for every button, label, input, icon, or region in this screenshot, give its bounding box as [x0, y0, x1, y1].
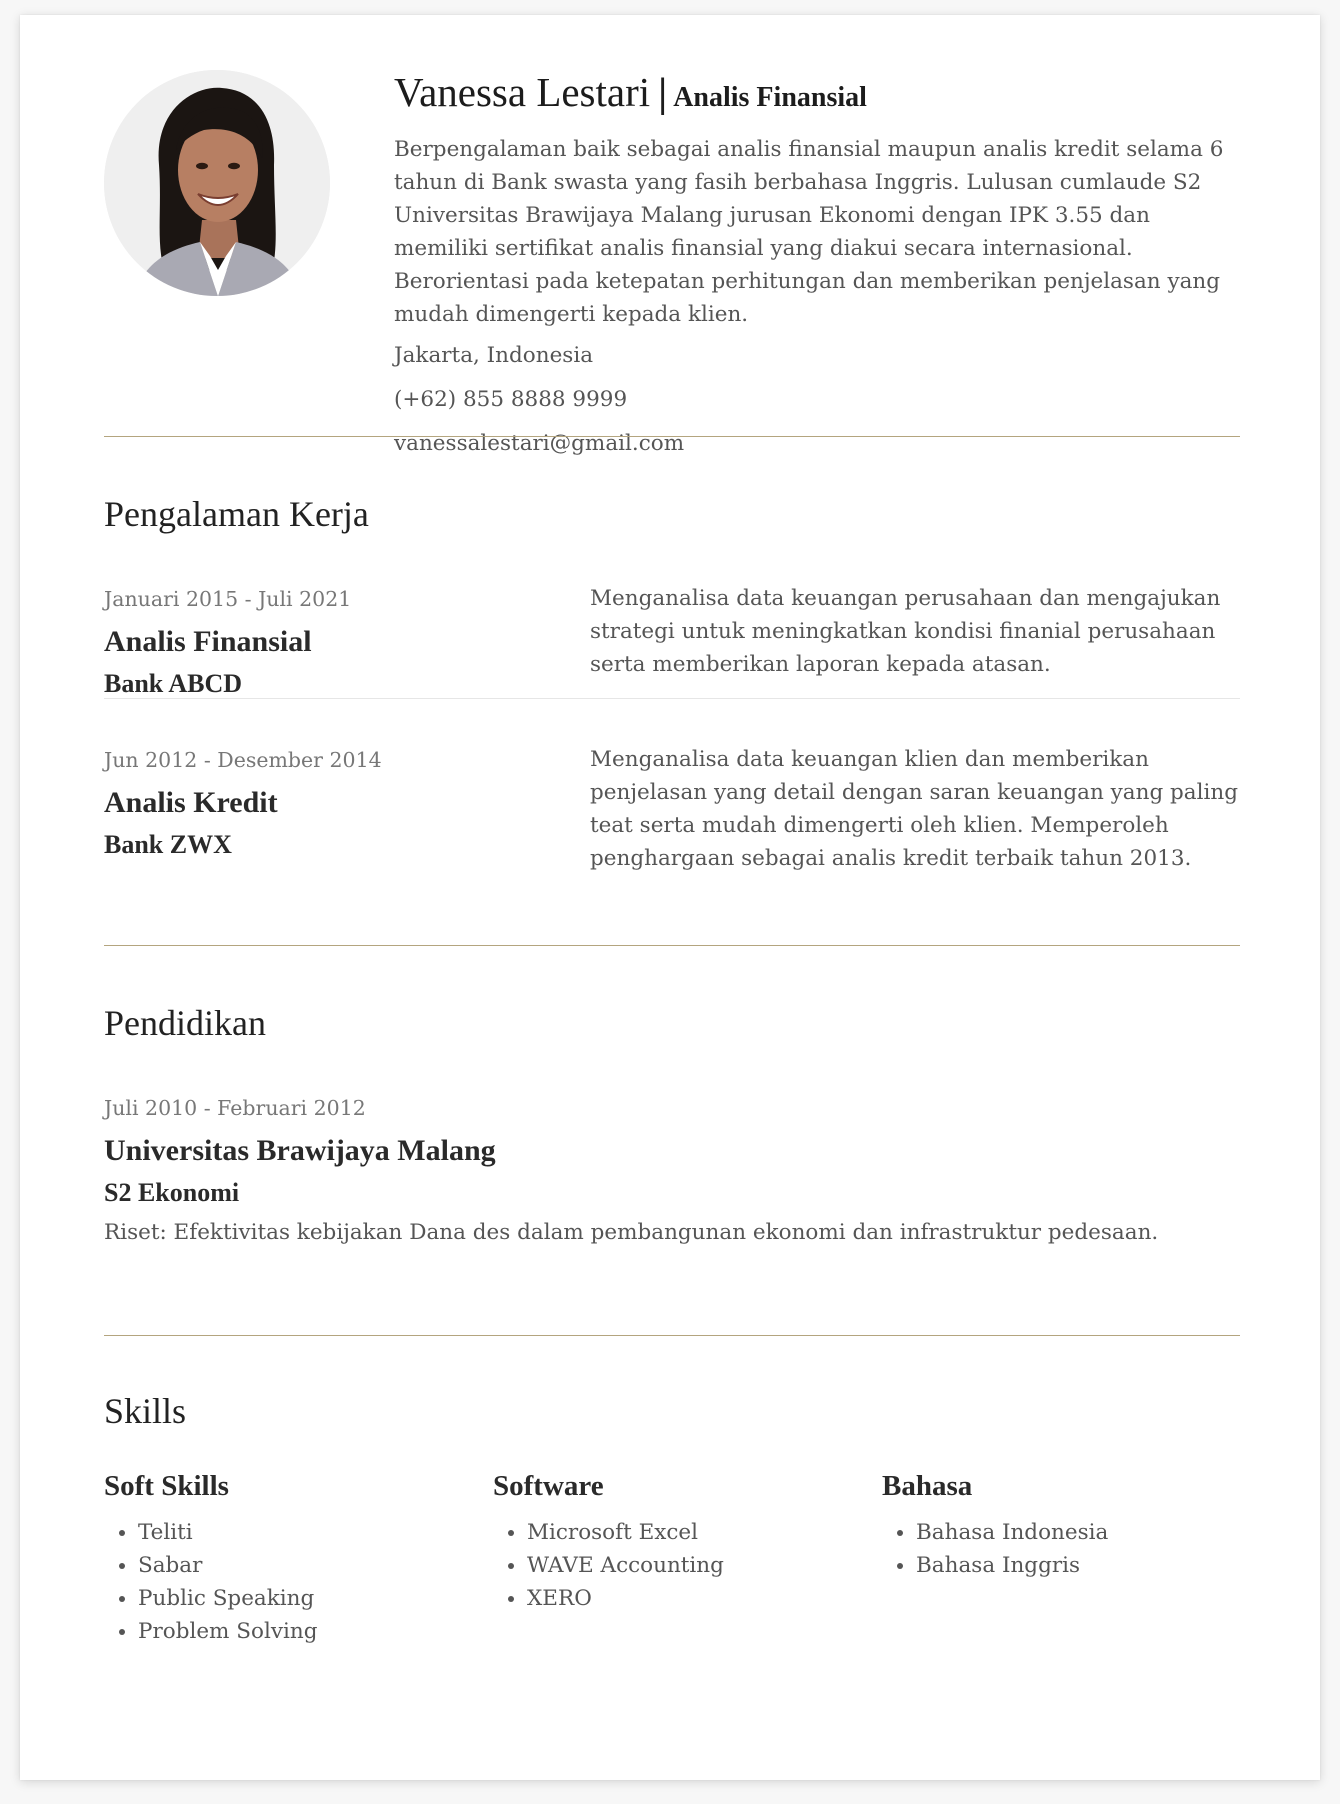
skills-list [882, 1516, 1262, 1582]
skill-item: • Bahasa Inggris [916, 1549, 1262, 1582]
contact-email[interactable]: vanessalestari@gmail.com [394, 431, 685, 457]
experience-date: Jun 2012 - Desember 2014 [104, 748, 382, 772]
education-section [104, 1002, 1240, 1252]
resume-page [20, 15, 1320, 1780]
resume-header [104, 15, 1240, 500]
skill-item: • Problem Solving [138, 1615, 484, 1648]
skill-item: • XERO [527, 1582, 873, 1615]
name-title-line [394, 70, 1240, 115]
experience-item-meta [104, 749, 574, 859]
experience-separator [104, 698, 1240, 699]
education-heading: Pendidikan [104, 1003, 266, 1043]
skill-item: • Teliti [138, 1516, 484, 1549]
skills-list [104, 1516, 484, 1648]
experience-heading: Pengalaman Kerja [104, 494, 369, 534]
profile-photo [104, 70, 330, 296]
education-item [104, 1097, 1240, 1245]
education-school: Universitas Brawijaya Malang [104, 1134, 496, 1167]
skill-item: • Microsoft Excel [527, 1516, 873, 1549]
title-separator: | [658, 69, 668, 115]
skills-group-software [493, 1470, 873, 1615]
experience-date: Januari 2015 - Juli 2021 [104, 587, 352, 611]
full-name: Vanessa Lestari [394, 69, 651, 115]
experience-item-meta [104, 588, 574, 698]
skills-list [493, 1516, 873, 1615]
skill-item: • Public Speaking [138, 1582, 484, 1615]
experience-section [104, 493, 1240, 871]
section-divider [104, 436, 1240, 437]
experience-company: Bank ZWX [104, 830, 232, 859]
profile-summary: Berpengalaman baik sebagai analis finansial maupun analis kredit selama 6 tahun di Bank swasta yang fasih berbahasa Inggris. Lulusan cumlaude S2 Universitas Brawijaya Malang jurusan Ekonomi dengan IPK 3.55 dan memiliki sertifikat analis finansial yang diakui secara internasional. Berorientasi pada ketepatan perhitungan dan memberikan penjelasan yang mudah dimengerti kepada klien. [394, 137, 1224, 328]
skills-heading: Skills [104, 1391, 187, 1431]
education-degree: S2 Ekonomi [104, 1178, 240, 1207]
education-note: Riset: Efektivitas kebijakan Dana des dalam pembangunan ekonomi dan infrastruktur pedesaan. [104, 1220, 1159, 1245]
section-divider [104, 945, 1240, 946]
skills-columns [104, 1470, 1240, 1690]
experience-company: Bank ABCD [104, 669, 242, 698]
skills-group-title: Bahasa [882, 1470, 973, 1502]
skills-group-title: Soft Skills [104, 1470, 229, 1502]
job-title: Analis Finansial [673, 82, 867, 113]
header-text-block [394, 70, 1240, 477]
experience-role: Analis Finansial [104, 625, 312, 658]
skill-item: • Bahasa Indonesia [916, 1516, 1262, 1549]
skills-section [104, 1390, 1240, 1720]
skill-item: • Sabar [138, 1549, 484, 1582]
experience-item [104, 749, 1240, 879]
contact-location: Jakarta, Indonesia [394, 343, 594, 369]
skills-group-bahasa [882, 1470, 1262, 1582]
profile-photo-illustration [104, 70, 330, 296]
contact-list [394, 345, 1240, 455]
skill-item: • WAVE Accounting [527, 1549, 873, 1582]
experience-description: Menganalisa data keuangan perusahaan dan mengajukan strategi untuk meningkatkan kondisi finanial perusahaan serta memberikan laporan kepada atasan. [590, 586, 1221, 677]
skills-group-soft-skills [104, 1470, 484, 1648]
contact-phone: (+62) 855 8888 9999 [394, 387, 628, 413]
skills-group-title: Software [493, 1470, 604, 1502]
experience-role: Analis Kredit [104, 786, 278, 819]
education-date: Juli 2010 - Februari 2012 [104, 1096, 366, 1120]
section-divider [104, 1335, 1240, 1336]
experience-description: Menganalisa data keuangan klien dan memberikan penjelasan yang detail dengan saran keuangan yang paling teat serta mudah dimengerti oleh klien. Memperoleh penghargaan sebagai analis kredit terbaik tahun 2013. [590, 747, 1238, 871]
